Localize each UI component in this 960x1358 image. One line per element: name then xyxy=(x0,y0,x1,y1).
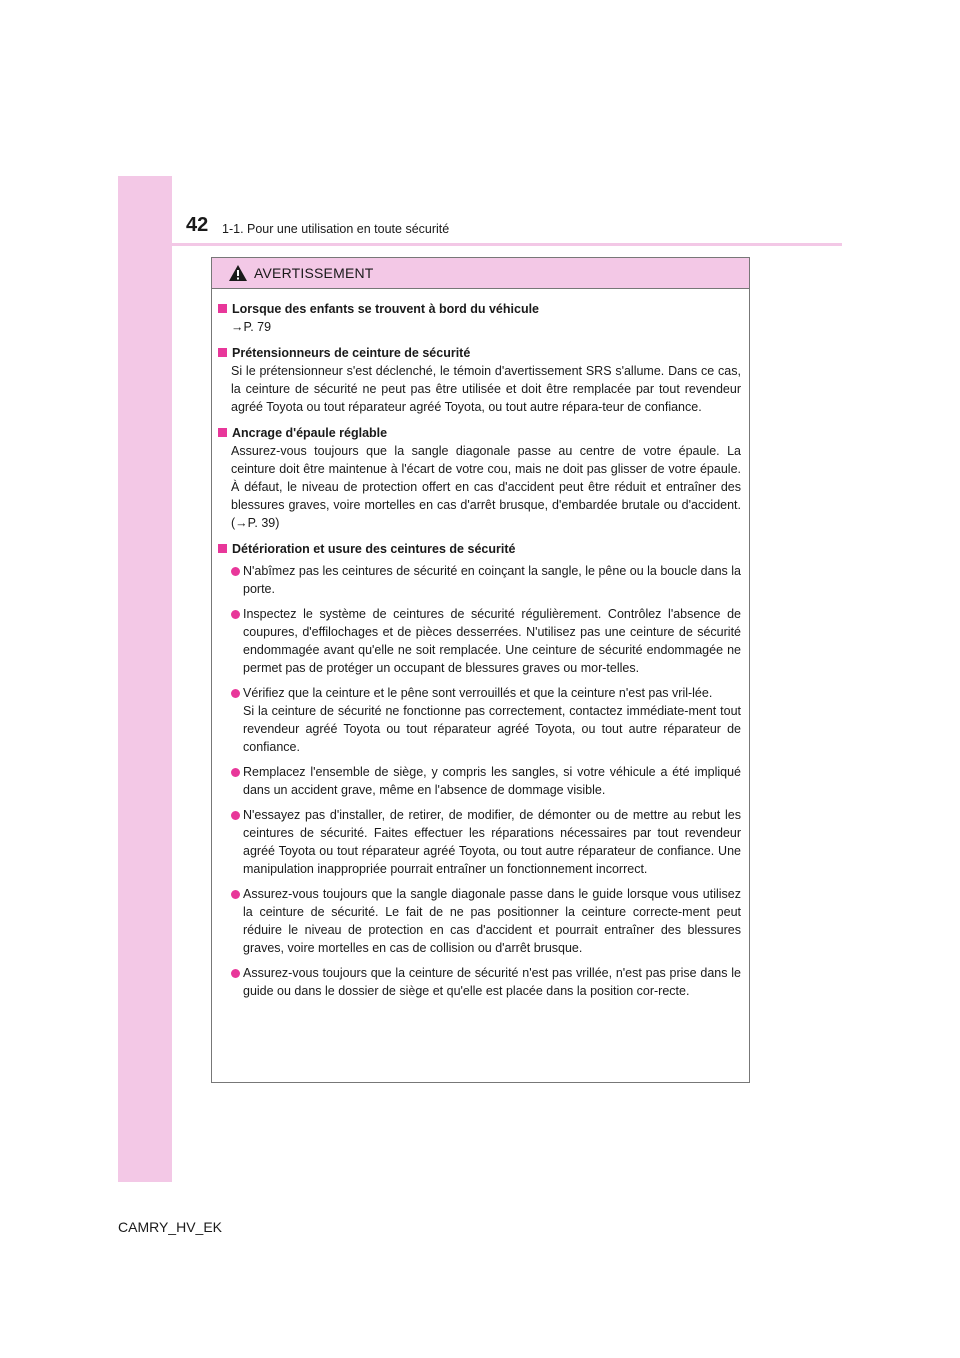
chapter-header: 1-1. Pour une utilisation en toute sécurité xyxy=(222,222,450,236)
page-number: 42 xyxy=(186,214,209,236)
list-item: N'essayez pas d'installer, de retirer, de modifier, de démonter ou de mettre au rebut les ceintures de sécurité. Faites effectuer les réparations nécessaires par tout revendeur agréé Toyota ou tout réparateur agréé Toyota, ou tout autre réparateur de confiance. Une manipulation inappropriée pourrait entraîner un fonctionnement incorrect. xyxy=(231,806,741,878)
list-item: Remplacez l'ensemble de siège, y compris les sangles, si votre véhicule a été impliqué dans un accident grave, même en l'absence de dommage visible. xyxy=(231,763,741,799)
side-color-band xyxy=(118,176,172,1182)
square-bullet-icon xyxy=(218,348,227,357)
circle-bullet-icon xyxy=(231,768,240,777)
page-reference: →P. 79 xyxy=(231,320,272,334)
warning-title: AVERTISSEMENT xyxy=(254,265,374,281)
circle-bullet-icon xyxy=(231,610,240,619)
section-text: Assurez-vous toujours que la sangle diagonale passe au centre de votre épaule. La ceinture doit être maintenue à l'écart de votre cou, mais ne doit pas glisser de votre épaule. À défaut, le niveau de protection offert en cas d'accident peut être réduit et entraîner des blessures graves, voire mortelles en cas d'arrêt brusque, d'embardée brutale ou d'accident. (→P. 39) xyxy=(231,444,741,530)
header-divider xyxy=(172,243,842,246)
list-item: Inspectez le système de ceintures de sécurité régulièrement. Contrôlez l'absence de coupures, d'effilochages et de pièces desserrées. N'utilisez pas une ceinture de sécurité endommagée avant qu'elle ne soit remplacée. Une ceinture de sécurité endommagée ne permet pas de protéger un occupant de blessures graves ou mor-telles. xyxy=(231,605,741,677)
circle-bullet-icon xyxy=(231,811,240,820)
list-item: Vérifiez que la ceinture et le pêne sont verrouillés et que la ceinture n'est pas vril-lée. Si la ceinture de sécurité ne fonctionne pas correctement, contactez immédiate-ment tout revendeur agréé Toyota ou tout réparateur agréé Toyota, ou tout autre réparateur de confiance. xyxy=(231,684,741,756)
list-item: N'abîmez pas les ceintures de sécurité en coinçant la sangle, le pêne ou la boucle dans la porte. xyxy=(231,562,741,598)
section-shoulder-anchor xyxy=(218,424,741,532)
section-pretensioners xyxy=(218,344,741,416)
square-bullet-icon xyxy=(218,544,227,553)
section-title: Ancrage d'épaule réglable xyxy=(232,426,388,440)
warning-header xyxy=(212,258,749,289)
circle-bullet-icon xyxy=(231,969,240,978)
circle-bullet-icon xyxy=(231,689,240,698)
section-text: Si le prétensionneur s'est déclenché, le témoin d'avertissement SRS s'allume. Dans ce cas, la ceinture de sécurité ne peut pas être utilisée et doit être remplacée par tout revendeur agréé Toyota ou tout réparateur agréé Toyota, ou tout autre répara-teur de confiance. xyxy=(231,364,741,414)
list-item: Assurez-vous toujours que la ceinture de sécurité n'est pas vrillée, n'est pas prise dans le guide ou dans le dossier de siège et qu'elle est placée dans la position cor-recte. xyxy=(231,964,741,1000)
square-bullet-icon xyxy=(218,304,227,313)
warning-body xyxy=(212,289,749,1000)
section-title: Lorsque des enfants se trouvent à bord du véhicule xyxy=(232,302,540,316)
circle-bullet-icon xyxy=(231,567,240,576)
section-title: Détérioration et usure des ceintures de sécurité xyxy=(232,542,516,556)
section-belt-wear xyxy=(218,540,741,1000)
circle-bullet-icon xyxy=(231,890,240,899)
list-item: Assurez-vous toujours que la sangle diagonale passe dans le guide lorsque vous utilisez la ceinture de sécurité. Le fait de ne pas positionner la ceinture correcte-ment peut réduire le niveau de protection en cas d'accident et pourrait entraîner des blessures graves, voire mortelles en cas de collision ou d'arrêt brusque. xyxy=(231,885,741,957)
warning-box xyxy=(211,257,750,1083)
document-code: CAMRY_HV_EK xyxy=(118,1219,223,1235)
square-bullet-icon xyxy=(218,428,227,437)
warning-triangle-icon xyxy=(228,264,248,282)
section-children xyxy=(218,300,741,336)
section-title: Prétensionneurs de ceinture de sécurité xyxy=(232,346,471,360)
